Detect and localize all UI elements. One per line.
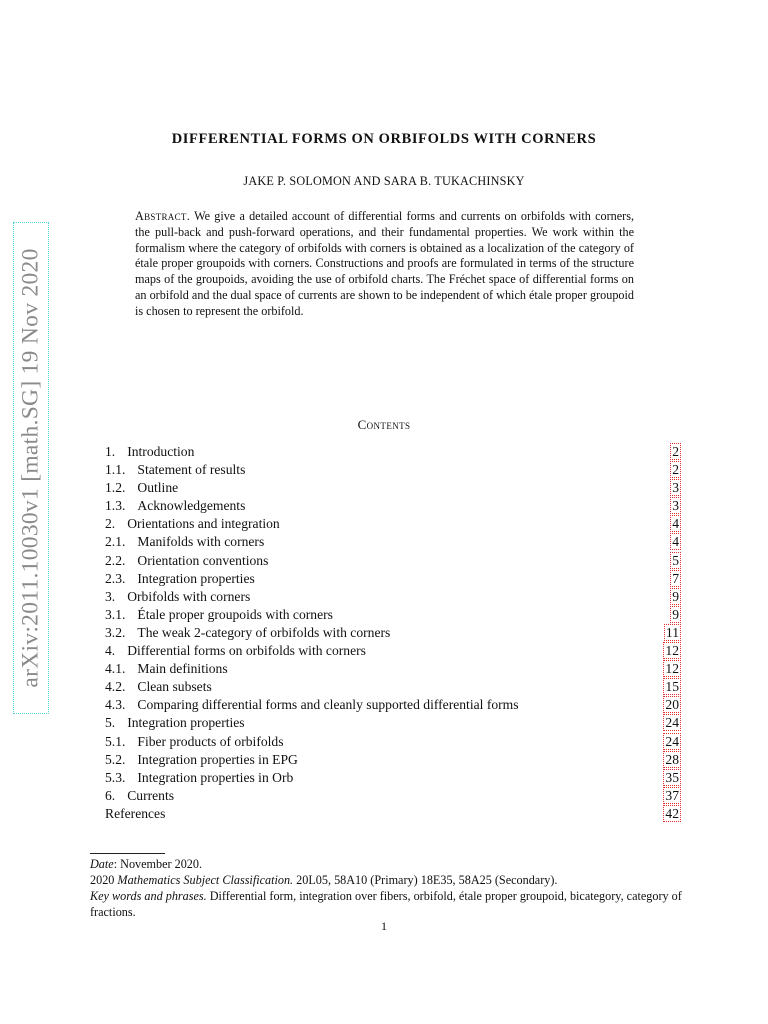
toc-entry-title: Étale proper groupoids with corners	[137, 606, 333, 622]
keywords-label: Key words and phrases.	[90, 889, 207, 903]
toc-entry-title: Orbifolds with corners	[127, 588, 251, 604]
toc-entry-number: 1.3.	[105, 498, 126, 514]
toc-entry-title: Comparing differential forms and cleanly supported differential forms	[137, 697, 519, 713]
toc-entry-title: The weak 2-category of orbifolds with corners	[137, 624, 391, 640]
toc-page-link[interactable]: 37	[665, 787, 679, 803]
abstract-label: Abstract.	[135, 209, 191, 223]
toc-page-link[interactable]: 3	[672, 480, 679, 496]
toc-entry-title: Integration properties in EPG	[137, 751, 298, 767]
toc-page-link[interactable]: 4	[672, 534, 679, 550]
toc-page-link[interactable]: 42	[665, 805, 679, 821]
toc-page-link[interactable]: 7	[672, 570, 679, 586]
toc-entry[interactable]	[105, 588, 680, 606]
toc-entry-number: 4.3.	[105, 697, 126, 713]
toc-page-link[interactable]: 12	[665, 643, 679, 659]
toc-entry[interactable]	[105, 642, 680, 660]
toc-entry-number: 1.2.	[105, 480, 126, 496]
toc-entry[interactable]	[105, 660, 680, 678]
toc-entry-number: 2.2.	[105, 552, 126, 568]
toc-entry-title: Main definitions	[137, 661, 228, 677]
toc-entry-title: Differential forms on orbifolds with corners	[127, 643, 366, 659]
toc-entry-number: 4.1.	[105, 661, 126, 677]
arxiv-identifier-text: arXiv:2011.10030v1 [math.SG] 19 Nov 2020	[17, 248, 44, 688]
date-label: Date	[90, 857, 114, 871]
toc-entry[interactable]	[105, 751, 680, 769]
toc-entry[interactable]	[105, 515, 680, 533]
toc-page-link[interactable]: 24	[665, 733, 679, 749]
toc-entry[interactable]	[105, 443, 680, 461]
toc-entry-number: 4.	[105, 643, 116, 659]
toc-entry-title: Clean subsets	[137, 679, 212, 695]
toc-entry-number: 5.2.	[105, 751, 126, 767]
toc-entry-number: 1.	[105, 444, 116, 459]
toc-page-link[interactable]: 15	[665, 679, 679, 695]
toc-page-link[interactable]: 11	[665, 624, 679, 640]
toc-page-link[interactable]: 12	[665, 661, 679, 677]
toc-entry[interactable]	[105, 678, 680, 696]
page-number: 1	[381, 919, 387, 933]
toc-entry[interactable]	[105, 606, 680, 624]
toc-page-link[interactable]: 2	[672, 444, 679, 459]
abstract-text: We give a detailed account of differential forms and currents on orbifolds with corners, the pull-back and push-forward operations, and their fundamental properties. We work within the formalism where the category of orbifolds with corners is obtained as a localization of the category of étale proper groupoids with corners. Constructions and proofs are formulated in terms of the structure maps of the groupoids, avoiding the use of orbifold charts. The Fréchet space of differential forms on an orbifold and the dual space of currents are shown to be independent of which étale proper groupoid is chosen to represent the orbifold.	[135, 209, 634, 318]
paper-authors: JAKE P. SOLOMON AND SARA B. TUKACHINSKY	[243, 174, 525, 188]
toc-page-link[interactable]: 2	[672, 462, 679, 478]
toc-entry[interactable]	[105, 787, 680, 805]
toc-entry-number: 2.1.	[105, 534, 126, 550]
toc-entry[interactable]	[105, 769, 680, 787]
contents-heading: Contents	[357, 417, 411, 432]
toc-entry-number: 2.	[105, 516, 116, 532]
toc-entry-title: Integration properties	[127, 715, 245, 731]
msc-label: Mathematics Subject Classification.	[117, 873, 294, 887]
toc-entry[interactable]	[105, 733, 680, 751]
toc-page-link[interactable]: 35	[665, 769, 679, 785]
toc-entry[interactable]	[105, 570, 680, 588]
paper-title: DIFFERENTIAL FORMS ON ORBIFOLDS WITH CORNERS	[171, 131, 597, 147]
toc-entry-number: 5.	[105, 715, 116, 731]
arxiv-identifier-stamp[interactable]	[13, 222, 49, 714]
toc-entry-title: Currents	[127, 787, 175, 803]
toc-entry-title: Integration properties	[137, 570, 255, 586]
footnote-date	[90, 856, 682, 872]
abstract	[135, 209, 634, 320]
toc-entry-title: Integration properties in Orb	[137, 769, 294, 785]
toc-entry[interactable]	[105, 533, 680, 551]
toc-entry-number: 3.2.	[105, 624, 126, 640]
toc-page-link[interactable]: 24	[665, 715, 679, 731]
toc-entry[interactable]	[105, 696, 680, 714]
table-of-contents	[105, 443, 680, 823]
toc-entry[interactable]	[105, 497, 680, 515]
toc-entry-number: 5.3.	[105, 769, 126, 785]
toc-page-link[interactable]: 3	[672, 498, 679, 514]
toc-page-link[interactable]: 28	[665, 751, 679, 767]
keywords-value: Differential form, integration over fibers, orbifold, étale proper groupoid, bicategory, category of fractions.	[90, 889, 682, 919]
toc-entry[interactable]	[105, 552, 680, 570]
toc-page-link[interactable]: 20	[665, 697, 679, 713]
toc-entry-number: 4.2.	[105, 679, 126, 695]
toc-page-link[interactable]: 9	[672, 606, 679, 622]
toc-entry-title: Orientation conventions	[137, 552, 269, 568]
msc-prefix: 2020	[90, 873, 118, 887]
toc-entry-title: Manifolds with corners	[137, 534, 265, 550]
toc-entry-title: Introduction	[127, 444, 195, 459]
date-value: : November 2020.	[113, 857, 203, 871]
toc-entry[interactable]	[105, 805, 680, 823]
toc-entry-title: Orientations and integration	[127, 516, 280, 532]
toc-entry-number: 1.1.	[105, 462, 126, 478]
toc-entry-number: 3.1.	[105, 606, 126, 622]
toc-entry-title: References	[105, 805, 166, 821]
toc-page-link[interactable]: 5	[672, 552, 679, 568]
toc-entry-title: Fiber products of orbifolds	[137, 733, 284, 749]
msc-value: 20L05, 58A10 (Primary) 18E35, 58A25 (Secondary).	[293, 873, 558, 887]
toc-page-link[interactable]: 4	[672, 516, 679, 532]
toc-entry[interactable]	[105, 479, 680, 497]
toc-entry-number: 6.	[105, 787, 116, 803]
toc-page-link[interactable]: 9	[672, 588, 679, 604]
toc-entry-number: 2.3.	[105, 570, 126, 586]
toc-entry-number: 3.	[105, 588, 116, 604]
footnotes	[90, 856, 682, 920]
toc-entry[interactable]	[105, 714, 680, 732]
toc-entry[interactable]	[105, 461, 680, 479]
toc-entry[interactable]	[105, 624, 680, 642]
toc-entry-title: Acknowledgements	[137, 498, 246, 514]
footnote-rule	[90, 853, 165, 854]
footnote-keywords	[90, 888, 682, 920]
toc-entry-title: Statement of results	[137, 462, 246, 478]
toc-entry-title: Outline	[137, 480, 179, 496]
toc-entry-number: 5.1.	[105, 733, 126, 749]
footnote-msc	[90, 872, 682, 888]
